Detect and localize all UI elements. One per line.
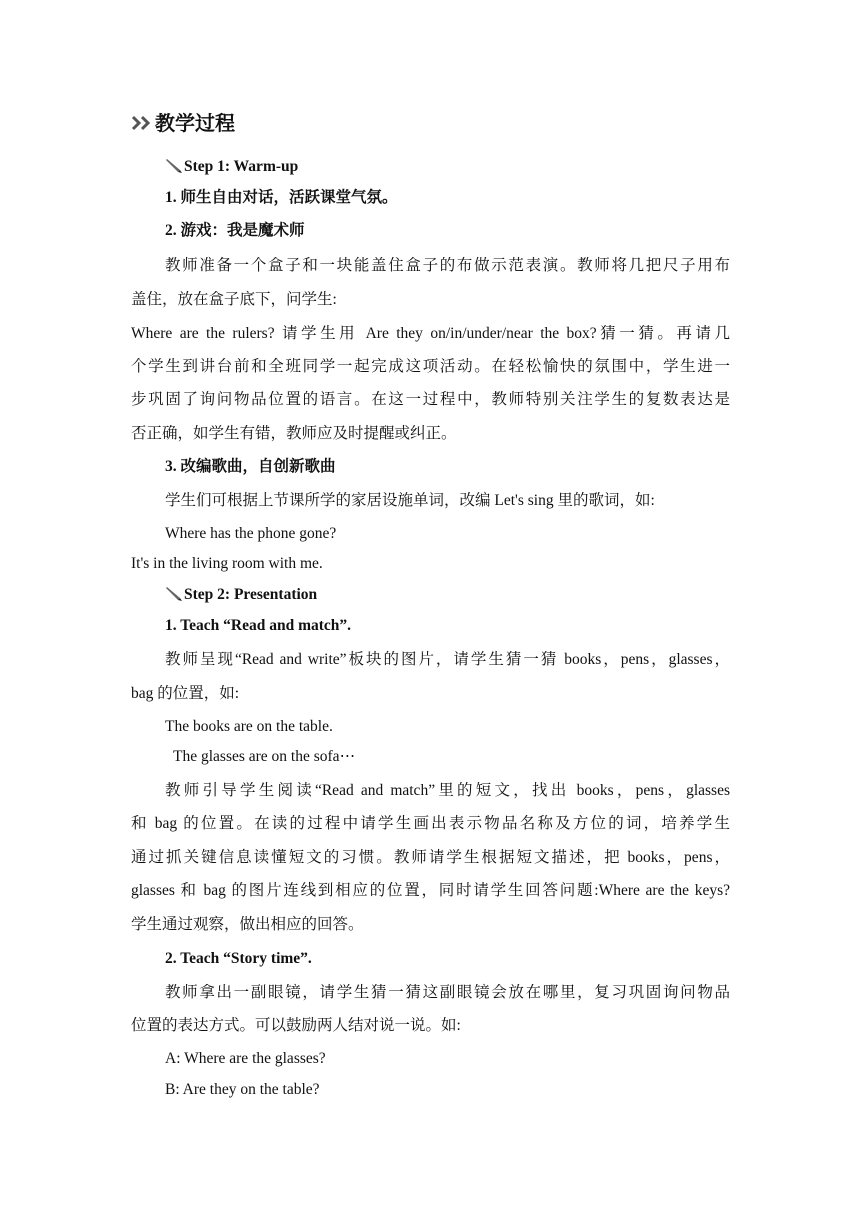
step1-para1-line2: 盖住，放在盒子底下，问学生: xyxy=(131,291,337,308)
step2-para2-line3: 通过抓关键信息读懂短文的习惯。教师请学生根据短文描述，把 books，pens， xyxy=(131,849,730,866)
step2-example2: The glasses are on the sofa⋯ xyxy=(173,748,356,765)
step1-para2-line1: Where are the rulers? 请学生用 Are they on/in/under/near the box?猜一猜。再请几 xyxy=(131,325,730,342)
step2-title-text: Step 2: Presentation xyxy=(184,586,318,603)
step2-para1-line2: bag 的位置，如: xyxy=(131,685,240,702)
step2-example1: The books are on the table. xyxy=(165,718,333,735)
step1-example1: Where has the phone gone? xyxy=(165,525,337,542)
step1-item2: 2. 游戏：我是魔术师 xyxy=(165,222,305,239)
step2-para2-line2: 和 bag 的位置。在读的过程中请学生画出表示物品名称及方位的词，培养学生 xyxy=(131,815,730,832)
pen-icon xyxy=(165,585,183,601)
step1-item1: 1. 师生自由对话，活跃课堂气氛。 xyxy=(165,189,398,206)
step2-item2: 2. Teach “Story time”. xyxy=(165,950,312,967)
step1-para2-line3: 步巩固了询问物品位置的语言。在这一过程中，教师特别关注学生的复数表达是 xyxy=(131,391,730,408)
step2-dialogue-a: A: Where are the glasses? xyxy=(165,1050,326,1067)
step2-para2-line1: 教师引导学生阅读“Read and match”里的短文，找出 books，pens，glasses xyxy=(165,782,730,799)
step1-item3: 3. 改编歌曲，自创新歌曲 xyxy=(165,458,336,475)
step1-para1-line1: 教师准备一个盒子和一块能盖住盒子的布做示范表演。教师将几把尺子用布 xyxy=(165,257,730,274)
step1-para2-line2: 个学生到讲台前和全班同学一起完成这项活动。在轻松愉快的氛围中，学生进一 xyxy=(131,358,730,375)
step2-para1-line1: 教师呈现“Read and write”板块的图片，请学生猜一猜 books，pens，glasses， xyxy=(165,651,730,668)
double-chevron-icon xyxy=(131,114,153,132)
heading-text: 教学过程 xyxy=(155,111,235,135)
step2-para3-line1: 教师拿出一副眼镜，请学生猜一猜这副眼镜会放在哪里，复习巩固询问物品 xyxy=(165,984,730,1001)
step1-para2-line4: 否正确，如学生有错，教师应及时提醒或纠正。 xyxy=(131,425,457,442)
pen-icon xyxy=(165,157,183,173)
step2-item1: 1. Teach “Read and match”. xyxy=(165,617,352,634)
step1-title-text: Step 1: Warm-up xyxy=(184,158,299,175)
step1-example2: It's in the living room with me. xyxy=(131,555,323,572)
section-heading xyxy=(131,109,235,137)
step1-para3: 学生们可根据上节课所学的家居设施单词，改编 Let's sing 里的歌词，如: xyxy=(165,492,655,509)
step2-title xyxy=(165,584,317,606)
step2-para2-line4: glasses 和 bag 的图片连线到相应的位置，同时请学生回答问题:Where are the keys? xyxy=(131,882,730,899)
step2-dialogue-b: B: Are they on the table? xyxy=(165,1081,320,1098)
step2-para3-line2: 位置的表达方式。可以鼓励两人结对说一说。如: xyxy=(131,1017,461,1034)
step1-title xyxy=(165,156,298,178)
step2-para2-line5: 学生通过观察，做出相应的回答。 xyxy=(131,916,364,933)
